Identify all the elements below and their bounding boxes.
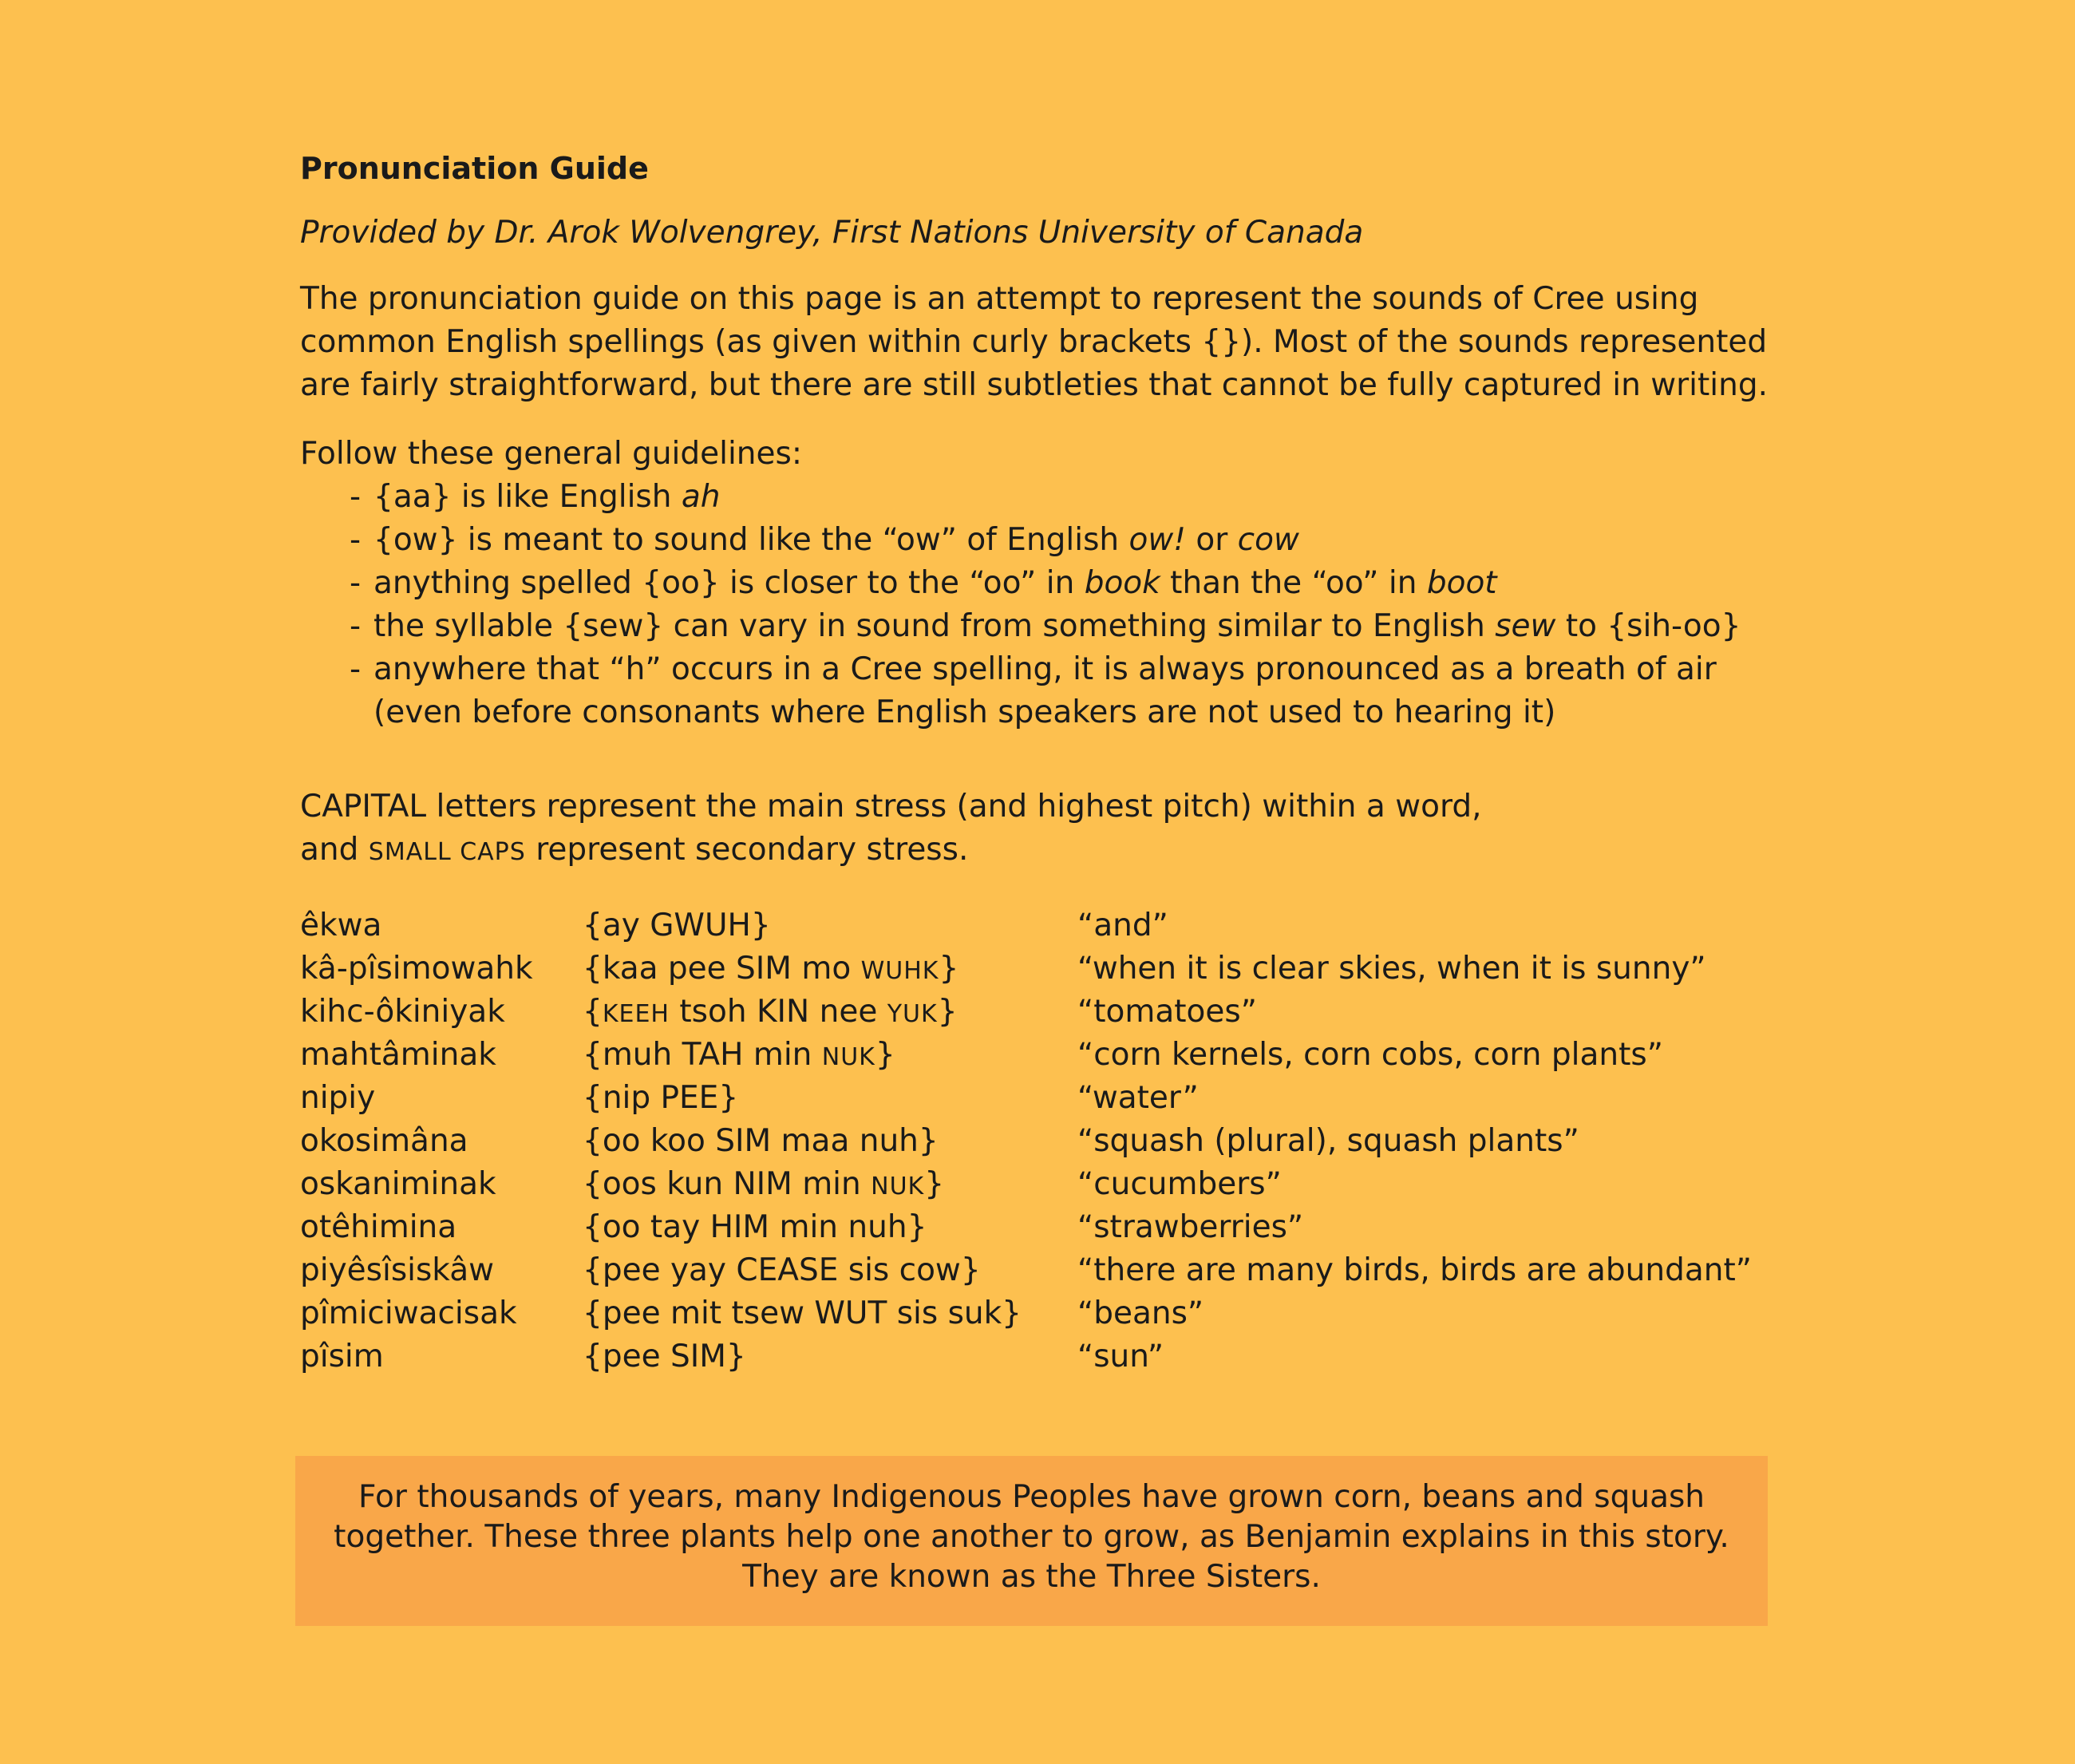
- cree-word: pîsim: [300, 1339, 384, 1374]
- stress-text: and: [300, 832, 369, 868]
- guideline-text: to {sih-oo}: [1555, 608, 1741, 644]
- guidelines-section: [300, 433, 1856, 734]
- vocab-row: [300, 991, 1856, 1034]
- guideline-example: boot: [1426, 565, 1497, 601]
- english-gloss: “there are many birds, birds are abundant”: [1077, 1252, 1752, 1288]
- pronunciation-segment: {pee mit tsew WUT sis suk}: [583, 1295, 1022, 1331]
- pronunciation: [583, 1163, 1077, 1206]
- english-gloss: “squash (plural), squash plants”: [1077, 1123, 1579, 1159]
- pronunciation-segment: {oos kun NIM min: [583, 1166, 872, 1202]
- cree-word: pîmiciwacisak: [300, 1295, 517, 1331]
- guide-title: Pronunciation Guide: [300, 151, 649, 186]
- stress-text: represent secondary stress.: [525, 832, 969, 868]
- pronunciation-segment: {oo tay HIM min nuh}: [583, 1209, 927, 1245]
- pronunciation: [583, 1335, 1077, 1378]
- english-gloss: “strawberries”: [1077, 1209, 1304, 1245]
- guideline-text: than the “oo” in: [1160, 565, 1427, 601]
- guideline-text: or: [1185, 522, 1238, 558]
- guide-credit: Provided by Dr. Arok Wolvengrey, First Nations University of Canada: [300, 215, 1364, 251]
- cree-word: kâ-pîsimowahk: [300, 951, 533, 987]
- vocab-row: [300, 947, 1856, 991]
- pronunciation-segment: }: [924, 1166, 945, 1202]
- vocab-row: [300, 1163, 1856, 1206]
- guideline-example: sew: [1495, 608, 1556, 644]
- pronunciation-segment: {kaa pee SIM mo: [583, 951, 861, 987]
- pronunciation: [583, 1034, 1077, 1077]
- guideline-item: [350, 562, 1856, 605]
- pronunciation: [583, 904, 1077, 947]
- vocab-row: [300, 1335, 1856, 1378]
- english-gloss: “and”: [1077, 908, 1168, 943]
- stress-line: [300, 829, 1856, 874]
- vocab-row: [300, 1120, 1856, 1163]
- pronunciation-segment: {nip PEE}: [583, 1080, 739, 1116]
- three-sisters-note: [295, 1456, 1768, 1626]
- secondary-stress-syllable: YUK: [887, 1000, 938, 1028]
- intro-line: are fairly straightforward, but there are still subtleties that cannot be fully captured in writing.: [300, 367, 1769, 403]
- dash-bullet: -: [350, 651, 362, 687]
- pronunciation-segment: {: [583, 994, 603, 1030]
- note-line: For thousands of years, many Indigenous Peoples have grown corn, beans and squash: [358, 1479, 1705, 1515]
- vocab-row: [300, 1249, 1856, 1292]
- pronunciation: [583, 1077, 1077, 1120]
- secondary-stress-syllable: NUK: [821, 1043, 875, 1071]
- pronunciation: [583, 1249, 1077, 1292]
- english-gloss: “cucumbers”: [1077, 1166, 1282, 1202]
- pronunciation-segment: {muh TAH min: [583, 1037, 822, 1073]
- secondary-stress-syllable: KEEH: [602, 1000, 670, 1028]
- pronunciation-segment: {pee yay CEASE sis cow}: [583, 1252, 981, 1288]
- guidelines-list: [350, 476, 1856, 734]
- guideline-example: cow: [1237, 522, 1299, 558]
- pronunciation: [583, 1206, 1077, 1249]
- vocabulary-list: [300, 904, 1856, 1378]
- note-line: They are known as the Three Sisters.: [742, 1559, 1321, 1595]
- pronunciation-segment: {ay GWUH}: [583, 908, 771, 943]
- vocab-row: [300, 1034, 1856, 1077]
- guideline-text: anywhere that “h” occurs in a Cree spelling, it is always pronounced as a breath of air: [374, 651, 1717, 687]
- english-gloss: “water”: [1077, 1080, 1199, 1116]
- english-gloss: “corn kernels, corn cobs, corn plants”: [1077, 1037, 1663, 1073]
- secondary-stress-syllable: NUK: [871, 1173, 925, 1200]
- guideline-item: [350, 605, 1856, 648]
- guideline-text: {aa} is like English: [374, 479, 682, 515]
- stress-line: CAPITAL letters represent the main stress (and highest pitch) within a word,: [300, 789, 1482, 825]
- pronunciation-segment: {pee SIM}: [583, 1339, 746, 1374]
- small-caps-sample: SMALL CAPS: [368, 838, 526, 866]
- english-gloss: “tomatoes”: [1077, 994, 1257, 1030]
- guideline-example: book: [1084, 565, 1160, 601]
- pronunciation-segment: }: [875, 1037, 895, 1073]
- guideline-text: {ow} is meant to sound like the “ow” of English: [374, 522, 1129, 558]
- dash-bullet: -: [350, 522, 362, 558]
- pronunciation: [583, 1120, 1077, 1163]
- guideline-text: the syllable {sew} can vary in sound from something similar to English: [374, 608, 1496, 644]
- guideline-item: [350, 519, 1856, 562]
- dash-bullet: -: [350, 565, 362, 601]
- cree-word: kihc-ôkiniyak: [300, 994, 505, 1030]
- cree-word: mahtâminak: [300, 1037, 496, 1073]
- cree-word: oskaniminak: [300, 1166, 496, 1202]
- guideline-example: ah: [681, 479, 721, 515]
- cree-word: piyêsîsiskâw: [300, 1252, 494, 1288]
- guideline-text: anything spelled {oo} is closer to the “oo” in: [374, 565, 1085, 601]
- vocab-row: [300, 1206, 1856, 1249]
- guidelines-heading: Follow these general guidelines:: [300, 436, 802, 472]
- pronunciation: [583, 947, 1077, 991]
- intro-paragraph: [300, 278, 1856, 407]
- cree-word: nipiy: [300, 1080, 376, 1116]
- english-gloss: “beans”: [1077, 1295, 1204, 1331]
- guideline-text: (even before consonants where English speakers are not used to hearing it): [374, 694, 1556, 730]
- cree-word: okosimâna: [300, 1123, 468, 1159]
- english-gloss: “when it is clear skies, when it is sunny”: [1077, 951, 1706, 987]
- pronunciation-guide: [300, 144, 1856, 1378]
- pronunciation: [583, 991, 1077, 1034]
- intro-line: common English spellings (as given within curly brackets {}). Most of the sounds represented: [300, 324, 1768, 360]
- guideline-item: [350, 476, 1856, 519]
- vocab-row: [300, 1292, 1856, 1335]
- dash-bullet: -: [350, 608, 362, 644]
- pronunciation: [583, 1292, 1077, 1335]
- cree-word: êkwa: [300, 908, 382, 943]
- note-line: together. These three plants help one another to grow, as Benjamin explains in this story.: [334, 1519, 1729, 1555]
- intro-line: The pronunciation guide on this page is an attempt to represent the sounds of Cree using: [300, 281, 1699, 317]
- secondary-stress-syllable: WUHK: [860, 957, 939, 985]
- pronunciation-segment: }: [937, 994, 958, 1030]
- vocab-row: [300, 904, 1856, 947]
- pronunciation-segment: tsoh KIN nee: [669, 994, 887, 1030]
- dash-bullet: -: [350, 479, 362, 515]
- guideline-example: ow!: [1128, 522, 1186, 558]
- cree-word: otêhimina: [300, 1209, 457, 1245]
- guideline-item: [350, 648, 1856, 734]
- pronunciation-segment: {oo koo SIM maa nuh}: [583, 1123, 939, 1159]
- english-gloss: “sun”: [1077, 1339, 1164, 1374]
- vocab-row: [300, 1077, 1856, 1120]
- pronunciation-segment: }: [939, 951, 959, 987]
- stress-explanation: [300, 785, 1856, 874]
